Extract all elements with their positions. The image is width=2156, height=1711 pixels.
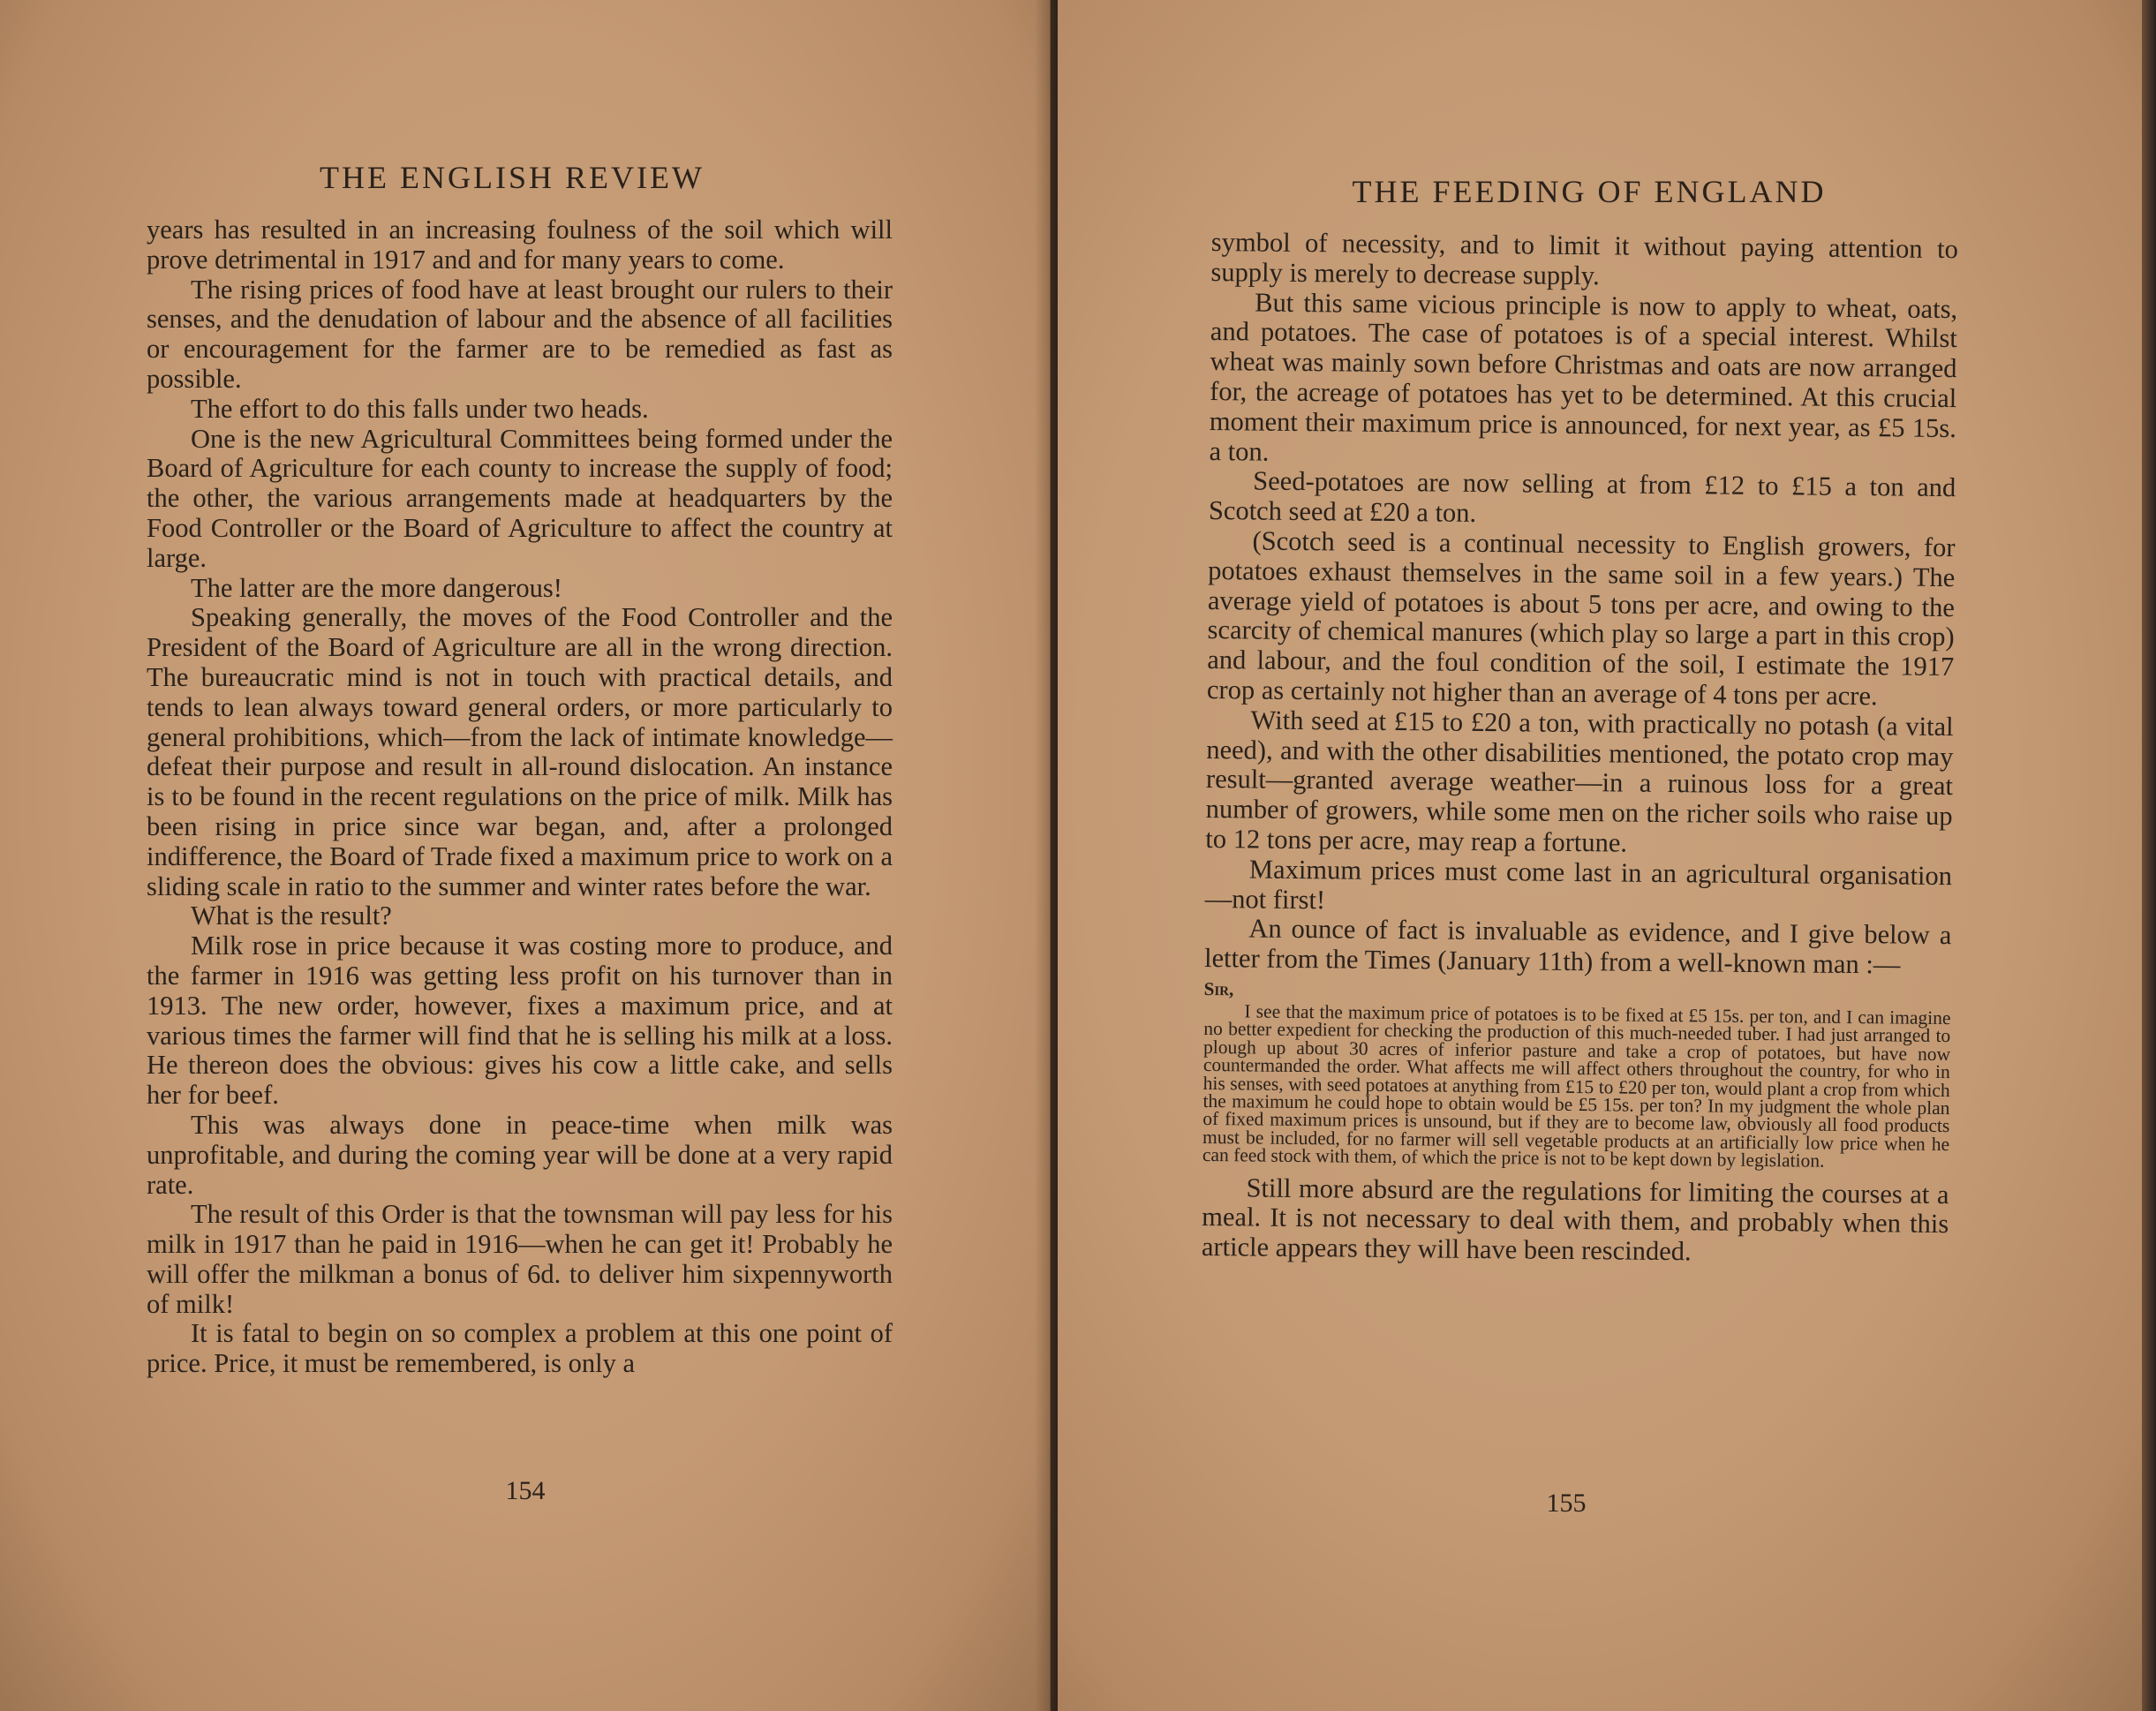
- running-head-right: THE FEEDING OF ENGLAND: [1352, 174, 1827, 209]
- left-page: [0, 0, 1051, 1711]
- book-edge: [2142, 0, 2156, 1711]
- quoted-letter: I see that the maximum price of potatoes is to be fixed at £5 15s. per ton, and I can imagine no better expedient for checking the production of this much-needed tuber. I had just arranged to plough up about 30 acres of inferior pasture and take a crop of potatoes, but have now countermanded the order. What affects me will affect others throughout the country, for who in his senses, with seed potatoes at anything from £15 to £20 per ton, would plant a crop from which the maximum he could hope to obtain would be £5 15s. per ton? In my judgment the whole plan of fixed maximum prices is unsound, but if they are to become law, obviously all food products must be included, for no farmer will sell vegetable products at an artificially low price when he can feed stock with them, of which the price is not to be kept down by legislation.: [1202, 1000, 1951, 1172]
- paragraph: What is the result?: [191, 901, 392, 931]
- paragraph: Maximum prices must come last in an agricultural organisation—not first!: [1204, 854, 1953, 915]
- paragraph: One is the new Agricultural Committees being formed under the Board of Agriculture for each county to increase the supply of food; the other, the various arrangements made at headquarters by the Food Controller or the Board of Agriculture to affect the country at large.: [147, 423, 893, 573]
- paragraph: With seed at £15 to £20 a ton, with practically no potash (a vital need), and with the other disabilities mentioned, the potato crop may result—granted average weather—in a ruinous loss for a great number of growers, while some men on the richer soils who raise up to 12 tons per acre, may reap a fortune.: [1205, 705, 1954, 858]
- page-number-right: 155: [1546, 1489, 1587, 1518]
- paragraph: It is fatal to begin on so complex a problem at this one point of price. Price, it must be remembered, is only a: [147, 1318, 893, 1379]
- paragraph: An ounce of fact is invaluable as evidence, and I give below a letter from the Times (January 11th) from a well-known man :—: [1203, 913, 1952, 980]
- paragraph: (Scotch seed is a continual necessity to English growers, for potatoes exhaust themselves in the same soil in a few years.) The average yield of potatoes is about 5 tons per acre, and owing to the scarcity of chemical manures (which play so large a part in this crop) and labour, and the foul condition of the soil, I estimate the 1917 crop as certainly not higher than an average of 4 tons per acre.: [1206, 525, 1956, 712]
- paragraph: The latter are the more dangerous!: [191, 572, 562, 603]
- paragraph: Speaking generally, the moves of the Food Controller and the President of the Board of Agriculture are all in the wrong direction. The bureaucratic mind is not in touch with practical details, and tends to lean always toward general orders, or more particularly to general prohibitions, which—from the lack of intimate knowledge—defeat their purpose and result in all-round dislocation. An instance is to be found in the recent regulations on the price of milk. Milk has been rising in price since war began, and, after a prolonged indifference, the Board of Trade fixed a maximum price to work on a sliding scale in ratio to the summer and winter rates before the war.: [147, 602, 893, 901]
- running-head-left: THE ENGLISH REVIEW: [320, 160, 705, 195]
- paragraph: The result of this Order is that the townsman will pay less for his milk in 1917 than he paid in 1916—when he can get it! Probably he will offer the milkman a bonus of 6d. to deliver him sixpennyworth of milk!: [147, 1199, 893, 1319]
- paragraph: years has resulted in an increasing foulness of the soil which will prove detrimental in 1917 and and for many years to come.: [147, 215, 893, 275]
- paragraph: Still more absurd are the regulations for limiting the courses at a meal. It is not necessary to deal with them, and probably when this article appears they will have been rescinded.: [1201, 1172, 1949, 1267]
- paragraph: This was always done in peace-time when milk was unprofitable, and during the coming year will be done at a very rapid rate.: [147, 1109, 893, 1200]
- page-number-left: 154: [505, 1476, 546, 1505]
- right-page-body: [1202, 228, 1958, 1270]
- paragraph: Milk rose in price because it was costing more to produce, and the farmer in 1916 was getting less profit on his turnover than in 1913. The new order, however, fixes a maximum price, and at various times the farmer will find that he is selling his milk at a loss. He thereon does the obvious: gives his cow a little cake, and sells her for beef.: [147, 931, 893, 1111]
- paragraph: But this same vicious principle is now to apply to wheat, oats, and potatoes. The case of potatoes is of a special interest. Whilst wheat was mainly sown before Christmas and oats are now arranged for, the acreage of potatoes has yet to be determined. At this crucial moment their maximum price is announced, for next year, as £5 15s. a ton.: [1209, 287, 1958, 467]
- right-page: [1058, 0, 2142, 1711]
- letter-salutation: Sir,: [1203, 977, 1234, 1000]
- paragraph: The effort to do this falls under two heads.: [191, 393, 649, 424]
- paragraph: The rising prices of food have at least brought our rulers to their senses, and the denudation of labour and the absence of all facilities or encouragement for the farmer are to be remedied as fast as possible.: [147, 274, 893, 394]
- paragraph: symbol of necessity, and to limit it without paying attention to supply is merely to decrease supply.: [1210, 227, 1958, 291]
- left-page-body: [147, 215, 893, 1379]
- paragraph: Seed-potatoes are now selling at from £12 to £15 a ton and Scotch seed at £20 a ton.: [1208, 465, 1956, 529]
